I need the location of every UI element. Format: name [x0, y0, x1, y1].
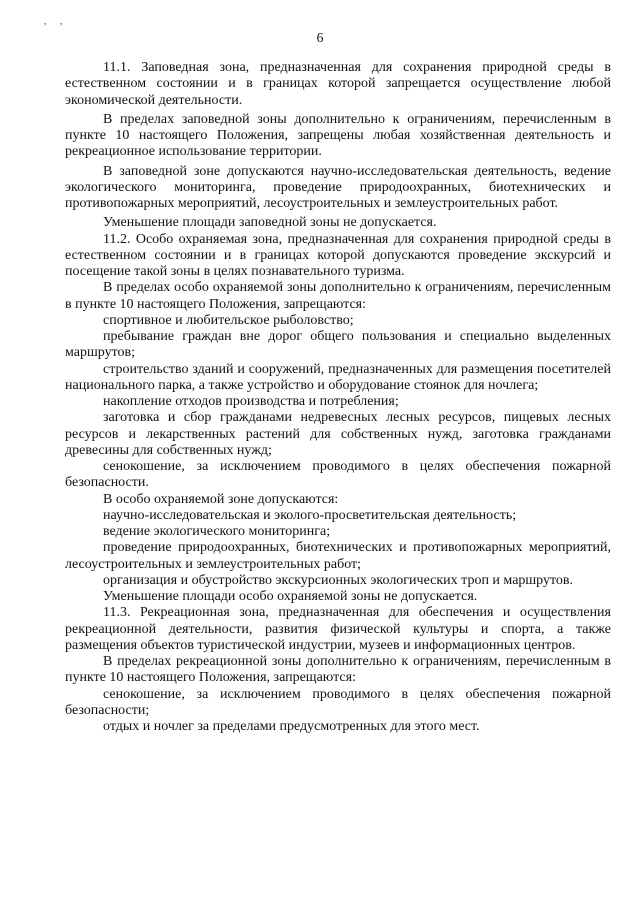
list-item: спортивное и любительское рыболовство; — [103, 312, 354, 328]
list-item: проведение природоохранных, биотехнических и противопожарных мероприятий, лесоустроительных и землеустроительных работ; — [65, 540, 611, 572]
list-item: пребывание граждан вне дорог общего пользования и специально выделенных маршрутов; — [65, 329, 611, 361]
list-item: ведение экологического мониторинга; — [103, 524, 331, 539]
paragraph: В особо охраняемой зоне допускаются: — [103, 491, 339, 507]
paragraph: 11.3. Рекреационная зона, предназначенная для обеспечения и осуществления рекреационной деятельности, развития физической культуры и спорта, а также размещения объектов туристической индустрии, музеев и информационных центров. — [65, 605, 611, 653]
list-item: научно-исследовательская и эколого-просветительская деятельность; — [103, 507, 517, 523]
list-item: сенокошение, за исключением проводимого в целях обеспечения пожарной безопасности; — [65, 686, 611, 718]
paragraph: 11.2. Особо охраняемая зона, предназначенная для сохранения природной среды в естественном состоянии и в границах которой допускаются проведение экскурсий и посещение такой зоны в целях познавательного туризма. — [65, 231, 611, 279]
list-item: сенокошение, за исключением проводимого в целях обеспечения пожарной безопасности. — [65, 459, 611, 491]
paragraph: В пределах заповедной зоны дополнительно к ограничениям, перечисленным в пункте 10 настоящего Положения, запрещены любая хозяйственная деятельность и рекреационное использование территории. — [65, 111, 611, 160]
list-item: строительство зданий и сооружений, предназначенных для размещения посетителей национального парка, а также устройство и оборудование стоянок для ночлега; — [65, 361, 611, 393]
paragraph: В заповедной зоне допускаются научно-исследовательская деятельность, ведение экологического мониторинга, проведение природоохранных, биотехнических и противопожарных мероприятий, лесоустроительных и землеустроительных работ. — [65, 163, 611, 211]
paragraph: В пределах особо охраняемой зоны дополнительно к ограничениям, перечисленным в пункте 10 настоящего Положения, запрещаются: — [65, 280, 611, 312]
scan-mark: , — [44, 16, 47, 27]
paragraph: Уменьшение площади заповедной зоны не допускается. — [103, 215, 437, 231]
scan-mark: , — [60, 16, 63, 27]
paragraph: В пределах рекреационной зоны дополнительно к ограничениям, перечисленным в пункте 10 настоящего Положения, запрещаются: — [65, 654, 611, 686]
list-item: организация и обустройство экскурсионных экологических троп и маршрутов. — [103, 572, 574, 588]
document-body — [65, 60, 611, 735]
list-item: заготовка и сбор гражданами недревесных лесных ресурсов, пищевых лесных ресурсов и лекарственных растений для собственных нужд, заготовка гражданами древесины для собственных нужд; — [65, 410, 611, 458]
paragraph: 11.1. Заповедная зона, предназначенная для сохранения природной среды в естественном состоянии и в границах которой запрещается осуществление любой экономической деятельности. — [65, 60, 611, 108]
list-item: накопление отходов производства и потребления; — [103, 394, 399, 409]
list-item: отдых и ночлег за пределами предусмотренных для этого мест. — [103, 719, 480, 734]
paragraph: Уменьшение площади особо охраняемой зоны не допускается. — [103, 589, 478, 604]
page-number: 6 — [316, 30, 324, 45]
